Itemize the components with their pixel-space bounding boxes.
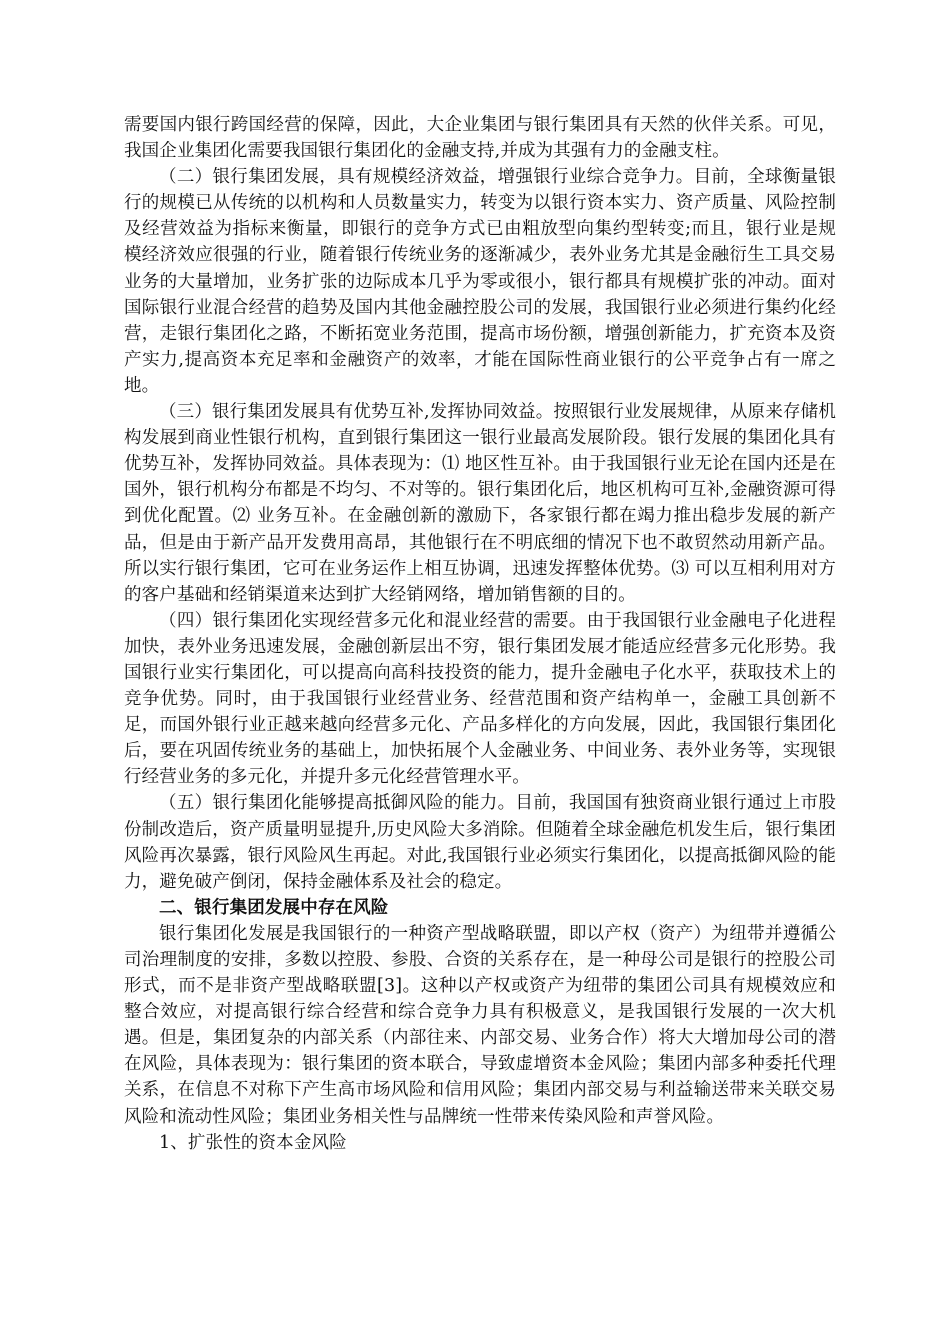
paragraph-risk-overview: 银行集团化发展是我国银行的一种资产型战略联盟，即以产权（资产）为纽带并遵循公司治理制度的安排，多数以控股、参股、合资的关系存在，是一种母公司是银行的控股公司形式，而不是非资产型战略联盟[3]。这种以产权或资产为纽带的集团公司具有规模效应和整合效应，对提高银行综合经营和综合竞争力具有积极意义，是我国银行发展的一次大机遇。但是，集团复杂的内部关系（内部往来、内部交易、业务合作）将大大增加母公司的潜在风险，具体表现为：银行集团的资本联合，导致虚增资本金风险；集团内部多种委托代理关系，在信息不对称下产生高市场风险和信用风险；集团内部交易与利益输送带来关联交易风险和流动性风险；集团业务相关性与品牌统一性带来传染风险和声誉风险。 bbox=[124, 923, 836, 1127]
paragraph-section-4: （四）银行集团化实现经营多元化和混业经营的需要。由于我国银行业金融电子化进程加快，表外业务迅速发展，金融创新层出不穷，银行集团发展才能适应经营多元化形势。我国银行业实行集团化，可以提高向高科技投资的能力，提升金融电子化水平，获取技术上的竞争优势。同时，由于我国银行业经营业务、经营范围和资产结构单一，金融工具创新不足，而国外银行业正越来越向经营多元化、产品多样化的方向发展，因此，我国银行集团化后，要在巩固传统业务的基础上，加快拓展个人金融业务、中间业务、表外业务等，实现银行经营业务的多元化，并提升多元化经营管理水平。 bbox=[124, 610, 836, 788]
subsection-heading: 1、扩张性的资本金风险 bbox=[159, 1132, 347, 1153]
paragraph-section-3: （三）银行集团发展具有优势互补,发挥协同效益。按照银行业发展规律，从原来存储机构发展到商业性银行机构，直到银行集团这一银行业最高发展阶段。银行发展的集团化具有优势互补，发挥协同效益。具体表现为：⑴ 地区性互补。由于我国银行业无论在国内还是在国外，银行机构分布都是不均匀、不对等的。银行集团化后，地区机构可互补,金融资源可得到优化配置。⑵ 业务互补。在金融创新的激励下，各家银行都在竭力推出稳步发展的新产品，但是由于新产品开发费用高昂，其他银行在不明底细的情况下也不敢贸然动用新产品。所以实行银行集团，它可在业务运作上相互协调，迅速发挥整体优势。⑶ 可以互相利用对方的客户基础和经销渠道来达到扩大经销网络，增加销售额的目的。 bbox=[124, 402, 836, 605]
paragraph-section-5: （五）银行集团化能够提高抵御风险的能力。目前，我国国有独资商业银行通过上市股份制改造后，资产质量明显提升,历史风险大多消除。但随着全球金融危机发生后，银行集团风险再次暴露，银行风险风生再起。对此,我国银行业必须实行集团化，以提高抵御风险的能力，避免破产倒闭，保持金融体系及社会的稳定。 bbox=[124, 793, 836, 892]
paragraph-section-2: （二）银行集团发展，具有规模经济效益，增强银行业综合竞争力。目前，全球衡量银行的规模已从传统的以机构和人员数量实力，转变为以银行资本实力、资产质量、风险控制及经营效益为指标来衡量，即银行的竞争方式已由粗放型向集约型转变;而且，银行业是规模经济效应很强的行业，随着银行传统业务的逐渐减少，表外业务尤其是金融衍生工具交易业务的大量增加，业务扩张的边际成本几乎为零或很小，银行都具有规模扩张的冲动。面对国际银行业混合经营的趋势及国内其他金融控股公司的发展，我国银行业必须进行集约化经营，走银行集团化之路，不断拓宽业务范围，提高市场份额，增强创新能力，扩充资本及资产实力,提高资本充足率和金融资产的效率，才能在国际性商业银行的公平竞争占有一席之地。 bbox=[124, 167, 836, 396]
section-heading: 二、银行集团发展中存在风险 bbox=[159, 897, 389, 918]
document-page bbox=[124, 112, 836, 1156]
paragraph-continuation: 需要国内银行跨国经营的保障，因此，大企业集团与银行集团具有天然的伙伴关系。可见，我国企业集团化需要我国银行集团化的金融支持,并成为其强有力的金融支柱。 bbox=[124, 115, 836, 162]
